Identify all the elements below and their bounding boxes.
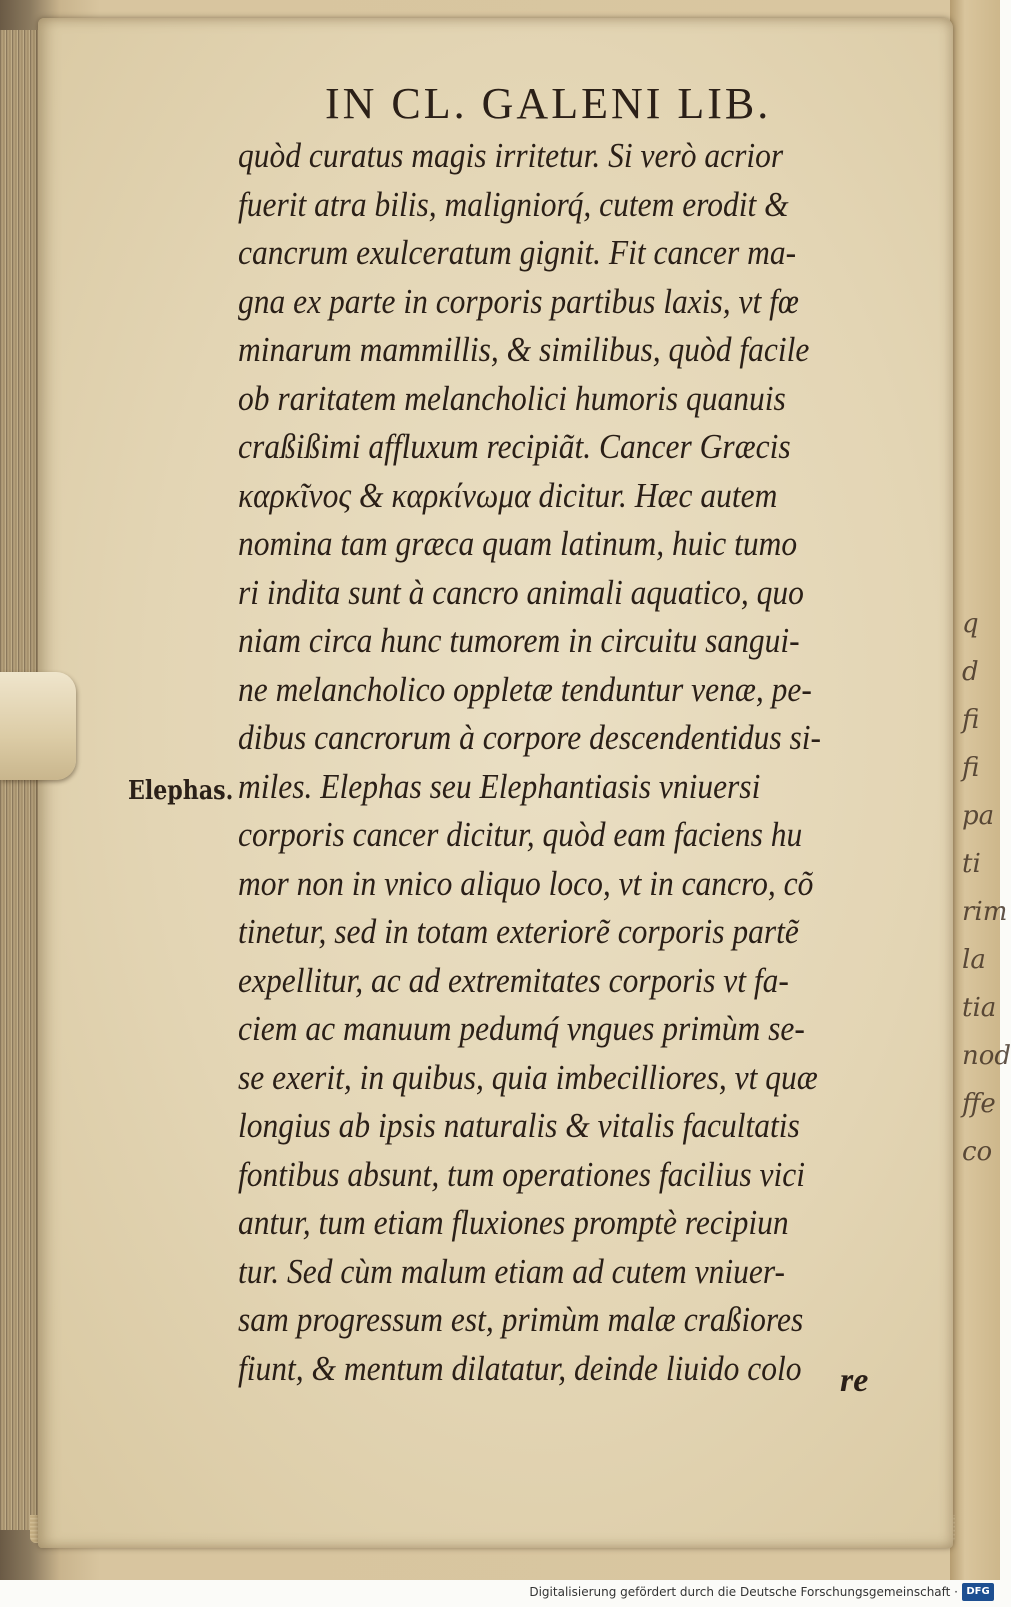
text-line: craßißimi affluxum recipiãt. Cancer Græcis (238, 427, 791, 466)
page-edges-left (0, 30, 40, 1530)
text-line: ob raritatem melancholici humoris quanuis (238, 378, 786, 418)
facing-fragment: rim (962, 897, 1008, 927)
text-line: minarum mammillis, & similibus, quòd facile (238, 330, 810, 369)
body-text (238, 132, 888, 1393)
text-line: cancrum exulceratum gignit. Fit cancer ma- (238, 233, 797, 272)
facing-fragment: d (962, 657, 979, 687)
text-line: tinetur, sed in totam exteriorẽ corporis partẽ (238, 912, 799, 951)
facing-fragment: q (962, 609, 979, 639)
footer-bar (0, 1580, 1000, 1607)
text-line: corporis cancer dicitur, quòd eam faciens hu (238, 815, 803, 854)
text-line: mor non in vnico aliquo loco, vt in cancro, cõ (238, 863, 814, 903)
text-line: gna ex parte in corporis partibus laxis, vt fœ (238, 281, 799, 321)
facing-fragment: fi (962, 753, 980, 783)
facing-fragment: pa (962, 801, 995, 831)
text-line: dibus cancrorum à corpore descendentidus si- (238, 718, 821, 757)
text-line: nomina tam græca quam latinum, huic tumo (238, 524, 798, 563)
funding-credit: Digitalisierung gefördert durch die Deutsche Forschungsgemeinschaft · (529, 1585, 958, 1599)
facing-fragment: nod (962, 1041, 1011, 1071)
text-line: niam circa hunc tumorem in circuitu sangui- (238, 621, 800, 660)
text-line: quòd curatus magis irritetur. Si verò acrior (238, 136, 784, 175)
text-line: fuerit atra bilis, maligniorq́, cutem erodit & (238, 184, 789, 224)
dfg-logo: DFG (962, 1583, 994, 1601)
text-line: se exerit, in quibus, quia imbecilliores, vt quæ (238, 1057, 818, 1097)
page-clip (0, 672, 76, 780)
facing-fragment: co (962, 1137, 993, 1167)
text-line: sam progressum est, primùm malæ craßiores (238, 1300, 804, 1339)
running-head: IN CL. GALENI LIB. (325, 79, 772, 128)
facing-fragment: ffe (962, 1089, 996, 1119)
text-line: ne melancholico oppletæ tenduntur venæ, pe- (238, 669, 812, 709)
text-line: antur, tum etiam fluxiones promptè recipiun (238, 1203, 789, 1242)
text-line: καρκῖνος & καρκίνωμα dicitur. Hæc autem (238, 475, 778, 515)
text-line: fiunt, & mentum dilatatur, deinde liuido colo (238, 1348, 802, 1388)
facing-fragment: ti (962, 849, 981, 879)
text-line: longius ab ipsis naturalis & vitalis facultatis (238, 1106, 800, 1145)
text-line: ri indita sunt à cancro animali aquatico, quo (238, 572, 804, 612)
margin-note: Elephas. (128, 776, 234, 806)
facing-fragment: fi (962, 705, 980, 735)
facing-fragment: tia (962, 993, 997, 1023)
text-line: fontibus absunt, tum operationes facilius vici (238, 1154, 805, 1194)
catchword: re (840, 1362, 869, 1399)
facing-page-margin (962, 600, 1011, 1320)
text-line: tur. Sed cùm malum etiam ad cutem vniuer- (238, 1251, 786, 1291)
text-line: expellitur, ac ad extremitates corporis vt fa- (238, 960, 789, 1000)
text-line: ciem ac manuum pedumq́ vngues primùm se- (238, 1009, 805, 1048)
text-line: miles. Elephas seu Elephantiasis vniuersi (238, 766, 761, 806)
facing-fragment: la (962, 945, 986, 975)
